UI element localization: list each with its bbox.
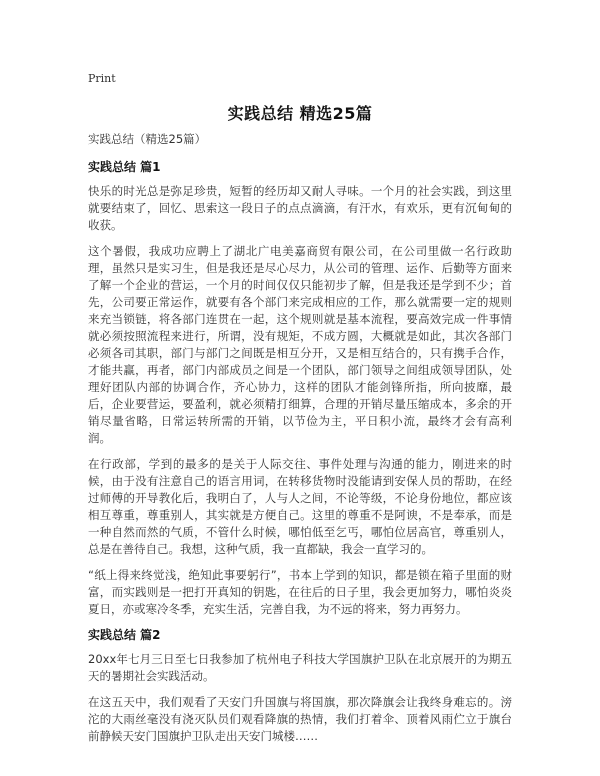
document-body bbox=[88, 131, 512, 754]
paragraph: 快乐的时光总是弥足珍贵，短暂的经历却又耐人寻味。一个月的社会实践，到这里就要结束了，回忆、思索这一段日子的点点滴滴，有汗水，有欢乐，更有沉甸甸的收获。 bbox=[88, 184, 512, 232]
section-heading: 实践总结 篇1 bbox=[88, 160, 161, 174]
document-subtitle: 实践总结（精选25篇） bbox=[88, 132, 207, 146]
paragraph: 在行政部，学到的最多的是关于人际交往、事件处理与沟通的能力，刚进来的时候，由于没有注意自己的语言用词，在转移货物时没能请到安保人员的帮助，在经过师傅的开导教化后，我明白了，人与人之间，不论等级，不论身份地位，都应该相互尊重，尊重别人，其实就是方便自己。这里的尊重不是阿谀，不是奉承，而是一种自然而然的气质，不管什么时候，哪怕低至乞丐，哪怕位居高官，尊重别人，总是在善待自己。我想，这种气质，我一直都缺，我会一直学习的。 bbox=[88, 457, 512, 556]
page-title: 实践总结 精选25篇 bbox=[227, 104, 373, 123]
section-heading: 实践总结 篇2 bbox=[88, 628, 161, 642]
paragraph: 这个暑假，我成功应聘上了湖北广电美嘉商贸有限公司，在公司里做一名行政助理，虽然只是实习生，但是我还是尽心尽力，从公司的管理、运作、后勤等方面来了解一个企业的营运，一个月的时间仅仅只能初步了解，但是我还是学到不少；首先，公司要正常运作，就要有各个部门来完成相应的工作，那么就需要一定的规则来充当锁链，将各部门连贯在一起，这个规则就是基本流程，要高效完成一件事情就必须按照流程来进行，所谓，没有规矩，不成方圆，大概就是如此，其次各部门必须各司其职，部门与部门之间既是相互分开，又是相互结合的，只有携手合作，才能共赢，再者，部门内部成员之间是一个团队，部门领导之间组成领导团队，处理好团队内部的协调合作，齐心协力，这样的团队才能剑锋所指，所向披靡，最后，企业要营运，要盈利，就必须精打细算，合理的开销尽量压缩成本，多余的开销尽量省略，日常运转所需的开销，以节俭为主，平日积小流，最终才会有高利润。 bbox=[88, 244, 512, 445]
print-link[interactable]: Print bbox=[88, 72, 116, 85]
paragraph: 20xx年七月三日至七日我参加了杭州电子科技大学国旗护卫队在北京展开的为期五天的暑期社会实践活动。 bbox=[88, 652, 512, 683]
paragraph: “纸上得来终觉浅，绝知此事要躬行”，书本上学到的知识，都是锁在箱子里面的财富，而实践则是一把打开真知的钥匙，在往后的日子里，我会更加努力，哪怕炎炎夏日，亦或寒冷冬季，充实生活，完善自我，为不远的将来，努力再努力。 bbox=[88, 568, 512, 616]
paragraph: 在这五天中，我们观看了天安门升国旗与将国旗，那次降旗会让我终身难忘的。滂沱的大雨丝毫没有浇灭队员们观看降旗的热情，我们打着伞、顶着风雨伫立于旗台前静候天安门国旗护卫队走出天安门城楼…… bbox=[88, 695, 512, 743]
